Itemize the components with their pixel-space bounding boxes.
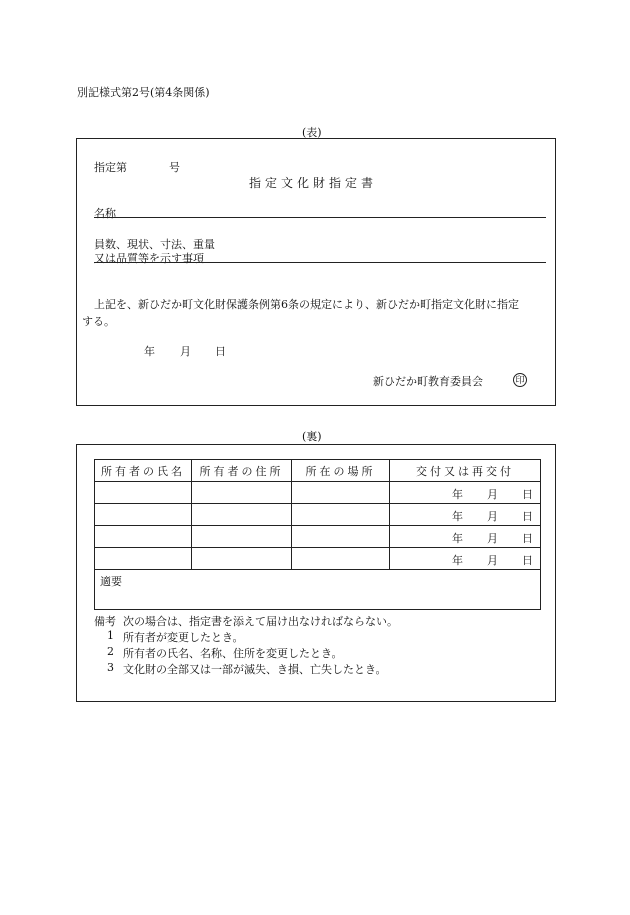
note-item: 所有者の氏名、名称、住所を変更したとき。 (123, 647, 343, 660)
issue-date-cell (390, 526, 541, 548)
owner-name-cell (95, 526, 192, 548)
issue-date-cell (390, 482, 541, 504)
remarks-row (95, 570, 541, 610)
note-number: 1 (107, 629, 114, 642)
number-suffix: 号 (169, 161, 180, 174)
details-underline (94, 262, 546, 263)
owner-address-cell (192, 504, 292, 526)
front-side-label: (表) (302, 126, 322, 139)
header-issue-reissue: 交付又は再交付 (390, 460, 541, 482)
row-day: 日 (522, 532, 533, 545)
location-cell (292, 504, 390, 526)
back-side-label: (裏) (302, 430, 322, 443)
details-label-line1: 員数、現状、寸法、重量 (94, 238, 215, 251)
row-month: 月 (487, 510, 498, 523)
row-year: 年 (452, 554, 463, 567)
row-year: 年 (452, 510, 463, 523)
number-prefix: 指定第 (94, 161, 127, 174)
owner-address-cell (192, 548, 292, 570)
header-location: 所在の場所 (292, 460, 390, 482)
body-text-line2: する。 (82, 315, 115, 328)
issue-date-cell (390, 504, 541, 526)
location-cell (292, 526, 390, 548)
name-underline (94, 217, 546, 218)
row-day: 日 (522, 554, 533, 567)
name-label: 名称 (94, 207, 116, 220)
form-label: 別記様式第2号(第4条関係) (77, 86, 210, 99)
row-month: 月 (487, 554, 498, 567)
header-owner-name: 所有者の氏名 (95, 460, 192, 482)
row-month: 月 (487, 488, 498, 501)
date-day: 日 (215, 345, 226, 358)
location-cell (292, 548, 390, 570)
note-item: 文化財の全部又は一部が滅失、き損、亡失したとき。 (123, 663, 387, 676)
date-month: 月 (180, 345, 191, 358)
note-item: 所有者が変更したとき。 (123, 631, 244, 644)
notes-intro: 次の場合は、指定書を添えて届け出なければならない。 (123, 615, 398, 628)
details-label-line2: 又は品質等を示す事項 (94, 252, 204, 265)
body-text-line1: 上記を、新ひだか町文化財保護条例第6条の規定により、新ひだか町指定文化財に指定 (94, 298, 519, 311)
table-row (95, 482, 541, 504)
owner-address-cell (192, 482, 292, 504)
certificate-front-panel (76, 138, 556, 406)
row-day: 日 (522, 510, 533, 523)
table-row (95, 504, 541, 526)
date-year: 年 (144, 345, 155, 358)
table-row (95, 526, 541, 548)
remarks-label: 適要 (100, 575, 122, 588)
owner-name-cell (95, 482, 192, 504)
notes-title: 備考 (94, 615, 116, 628)
table-header-row (95, 460, 541, 482)
certificate-back-panel (76, 444, 556, 702)
table-row (95, 548, 541, 570)
owner-name-cell (95, 548, 192, 570)
owner-address-cell (192, 526, 292, 548)
note-number: 2 (107, 645, 114, 658)
issue-date-cell (390, 548, 541, 570)
header-owner-address: 所有者の住所 (192, 460, 292, 482)
row-day: 日 (522, 488, 533, 501)
row-month: 月 (487, 532, 498, 545)
ownership-table (94, 459, 541, 610)
owner-name-cell (95, 504, 192, 526)
note-number: 3 (107, 661, 114, 674)
seal-mark: 印 (513, 373, 527, 387)
location-cell (292, 482, 390, 504)
row-year: 年 (452, 488, 463, 501)
certificate-title: 指定文化財指定書 (249, 176, 378, 190)
row-year: 年 (452, 532, 463, 545)
issuer-name: 新ひだか町教育委員会 (373, 375, 483, 388)
remarks-cell (95, 570, 541, 610)
